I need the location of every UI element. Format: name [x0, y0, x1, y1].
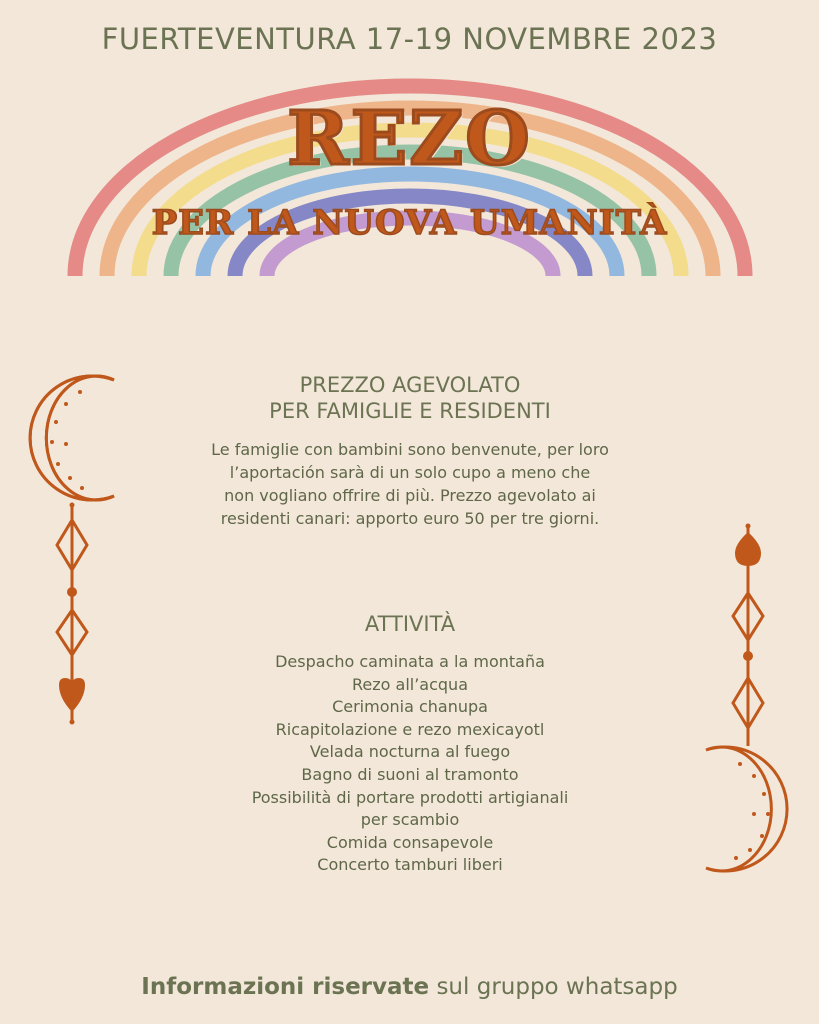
activity-item: Bagno di suoni al tramonto — [301, 764, 519, 784]
activity-item: Possibilità di portare prodotti artigianali — [251, 787, 569, 807]
title-subtitle: PER LA NUOVA UMANITÀ — [151, 203, 668, 243]
activities-section — [150, 611, 670, 877]
activities-heading: ATTIVITÀ — [364, 612, 456, 636]
arrow-and-moon-icon — [698, 518, 798, 878]
footer-normal-text: sul gruppo whatsapp — [429, 974, 678, 1000]
activities-list — [150, 651, 670, 877]
price-body — [150, 438, 670, 530]
activity-item: Cerimonia chanupa — [332, 697, 488, 717]
price-heading — [150, 372, 670, 424]
price-heading-line-1: PREZZO AGEVOLATO — [299, 373, 521, 397]
activity-item: Despacho caminata a la montaña — [275, 652, 545, 671]
activity-item: Rezo all’acqua — [352, 674, 468, 694]
activity-item: Velada nocturna al fuego — [309, 742, 511, 762]
footer-bold-text: Informazioni riservate — [141, 974, 430, 1000]
price-body-line: l’aportación sarà di un solo cupo a meno che — [229, 463, 591, 482]
activity-item: per scambio — [360, 810, 460, 830]
moon-and-arrow-icon — [22, 370, 122, 730]
footer-info — [0, 974, 819, 1000]
activity-item: Comida consapevole — [326, 832, 494, 852]
price-body-line: Le famiglie con bambini sono benvenute, per loro — [211, 440, 609, 459]
price-body-line: residenti canari: apporto euro 50 per tre giorni. — [220, 509, 600, 528]
activity-item: Ricapitolazione e rezo mexicayotl — [275, 719, 545, 739]
price-body-line: non vogliano offrire di più. Prezzo agevolato ai — [224, 486, 596, 505]
price-section — [150, 372, 670, 530]
price-heading-line-2: PER FAMIGLIE E RESIDENTI — [269, 399, 551, 423]
header-date: FUERTEVENTURA 17-19 NOVEMBRE 2023 — [101, 22, 718, 56]
title-main: REZO — [287, 96, 532, 182]
activity-item: Concerto tamburi liberi — [317, 855, 503, 875]
